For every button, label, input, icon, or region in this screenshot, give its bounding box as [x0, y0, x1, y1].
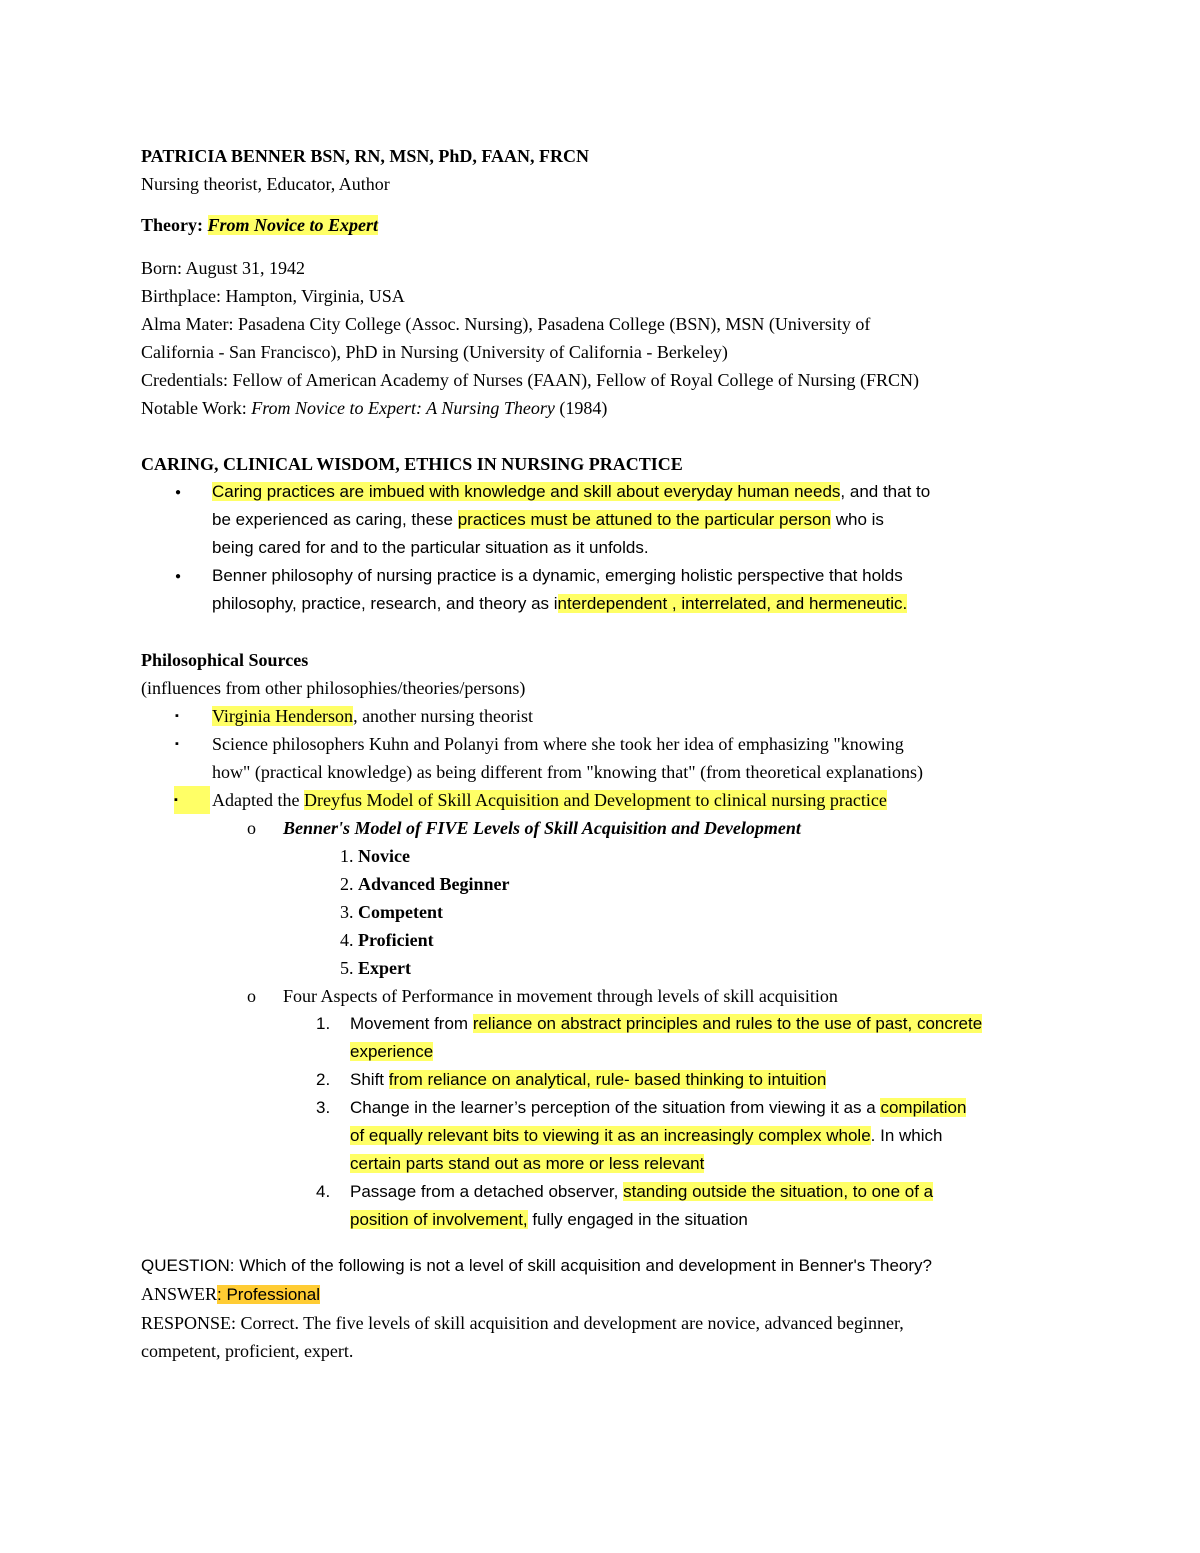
list-item [141, 870, 1066, 898]
aspects-title-item [141, 982, 1066, 1010]
born-line: Born: August 31, 1942 [141, 258, 306, 278]
answer-label: ANSWER [141, 1284, 217, 1304]
list-item [141, 1178, 1066, 1234]
level-number: 1. [340, 846, 358, 866]
text: Science philosophers Kuhn and Polanyi from where she took her idea of emphasizing "knowing [212, 734, 904, 754]
text: how" (practical knowledge) as being different from "knowing that" (from theoretical explanations) [212, 762, 923, 782]
highlight-text: from reliance on analytical, rule- based thinking to intuition [388, 1070, 827, 1089]
list-item [141, 562, 1066, 618]
highlight-text: Virginia Henderson [212, 706, 354, 726]
level-label: Competent [358, 902, 443, 922]
aspect-number: 2. [316, 1070, 331, 1089]
text: be experienced as caring, these [212, 510, 458, 529]
highlight-text: standing outside the situation, to one of a [623, 1182, 934, 1201]
level-label: Proficient [358, 930, 434, 950]
alma-mater-line-1: Alma Mater: Pasadena City College (Assoc. Nursing), Pasadena College (BSN), MSN (University of [141, 314, 871, 334]
text: Shift [350, 1070, 389, 1089]
response-line-2: competent, proficient, expert. [141, 1341, 354, 1361]
sources-list [141, 702, 1066, 814]
highlight-text: compilation [880, 1098, 967, 1117]
highlight-text: of equally relevant bits to viewing it as an increasingly complex whole [350, 1126, 871, 1145]
list-item [141, 926, 1066, 954]
level-label: Advanced Beginner [358, 874, 510, 894]
notable-work-line [141, 394, 1066, 422]
list-item [141, 1010, 1066, 1066]
highlight-text: certain parts stand out as more or less relevant [350, 1154, 705, 1173]
highlight-text: Dreyfus Model of Skill Acquisition and Development to clinical nursing practice [303, 790, 887, 810]
bullet-icon [175, 562, 181, 593]
model-title-item [141, 814, 1066, 842]
level-number: 4. [340, 930, 358, 950]
text: philosophy, practice, research, and theory as i [212, 594, 558, 613]
text: being cared for and to the particular situation as it unfolds. [212, 538, 649, 557]
text: . In which [870, 1126, 943, 1145]
text: who is [830, 510, 884, 529]
answer-value: : Professional [217, 1285, 320, 1304]
list-item [141, 842, 1066, 870]
birthplace-line: Birthplace: Hampton, Virginia, USA [141, 286, 405, 306]
highlight-text: Caring practices are imbued with knowledge and skill about everyday human needs [212, 482, 841, 501]
notable-label: Notable Work: [141, 398, 252, 418]
list-item [141, 898, 1066, 926]
list-item [141, 786, 1066, 814]
bullet-icon [175, 478, 181, 509]
text: Change in the learner’s perception of the situation from viewing it as a [350, 1098, 881, 1117]
level-label: Novice [358, 846, 410, 866]
aspect-number: 1. [316, 1014, 331, 1033]
theory-title: From Novice to Expert [207, 215, 378, 235]
list-item [141, 730, 1066, 786]
highlight-text: reliance on abstract principles and rules to the use of past, concrete [472, 1014, 983, 1033]
page-title: PATRICIA BENNER BSN, RN, MSN, PhD, FAAN, FRCN [141, 146, 590, 166]
list-item [141, 954, 1066, 982]
question-line: QUESTION: Which of the following is not a level of skill acquisition and development in Benner's Theory? [141, 1256, 932, 1275]
text: Benner philosophy of nursing practice is a dynamic, emerging holistic perspective that holds [212, 566, 903, 585]
caring-heading: CARING, CLINICAL WISDOM, ETHICS IN NURSING PRACTICE [141, 454, 683, 474]
sources-subheading: (influences from other philosophies/theories/persons) [141, 678, 526, 698]
text: , another nursing theorist [353, 706, 534, 726]
level-label: Expert [358, 958, 411, 978]
circle-bullet-icon: o [247, 818, 256, 838]
response-line-1: RESPONSE: Correct. The five levels of skill acquisition and development are novice, advanced beginner, [141, 1313, 904, 1333]
highlight-text: experience [350, 1042, 434, 1061]
square-bullet-icon: ▪ [174, 786, 210, 814]
notable-title: From Novice to Expert: A Nursing Theory [251, 398, 555, 418]
caring-list [141, 478, 1066, 618]
text: Adapted the [212, 790, 304, 810]
aspects-list [141, 1010, 1066, 1234]
theory-line [141, 211, 1066, 239]
text: Movement from [350, 1014, 473, 1033]
levels-list [141, 842, 1066, 982]
list-item [141, 1094, 1066, 1178]
square-bullet-icon: ▪ [175, 710, 179, 722]
level-number: 2. [340, 874, 358, 894]
alma-mater-line-2: California - San Francisco), PhD in Nursing (University of California - Berkeley) [141, 342, 728, 362]
aspect-number: 4. [316, 1182, 331, 1201]
credentials-line: Credentials: Fellow of American Academy of Nurses (FAAN), Fellow of Royal College of Nursing (FRCN) [141, 370, 920, 390]
level-number: 3. [340, 902, 358, 922]
aspect-number: 3. [316, 1098, 331, 1117]
model-title: Benner's Model of FIVE Levels of Skill Acquisition and Development [283, 818, 801, 838]
text: fully engaged in the situation [527, 1210, 748, 1229]
highlight-text: practices must be attuned to the particular person [457, 510, 831, 529]
text: , and that to [840, 482, 931, 501]
highlight-text: position of involvement, [350, 1210, 528, 1229]
answer-line [141, 1280, 1066, 1309]
roles-line: Nursing theorist, Educator, Author [141, 174, 390, 194]
sources-heading: Philosophical Sources [141, 650, 309, 670]
text: Passage from a detached observer, [350, 1182, 624, 1201]
document-body [141, 142, 1066, 1365]
list-item [141, 1066, 1066, 1094]
notable-year: (1984) [554, 398, 608, 418]
list-item [141, 478, 1066, 562]
circle-bullet-icon: o [247, 986, 256, 1006]
theory-label: Theory: [141, 215, 203, 235]
aspects-title: Four Aspects of Performance in movement through levels of skill acquisition [283, 986, 838, 1006]
level-number: 5. [340, 958, 358, 978]
list-item [141, 702, 1066, 730]
highlight-text: nterdependent , interrelated, and hermeneutic. [557, 594, 908, 613]
square-bullet-icon: ▪ [175, 738, 179, 750]
